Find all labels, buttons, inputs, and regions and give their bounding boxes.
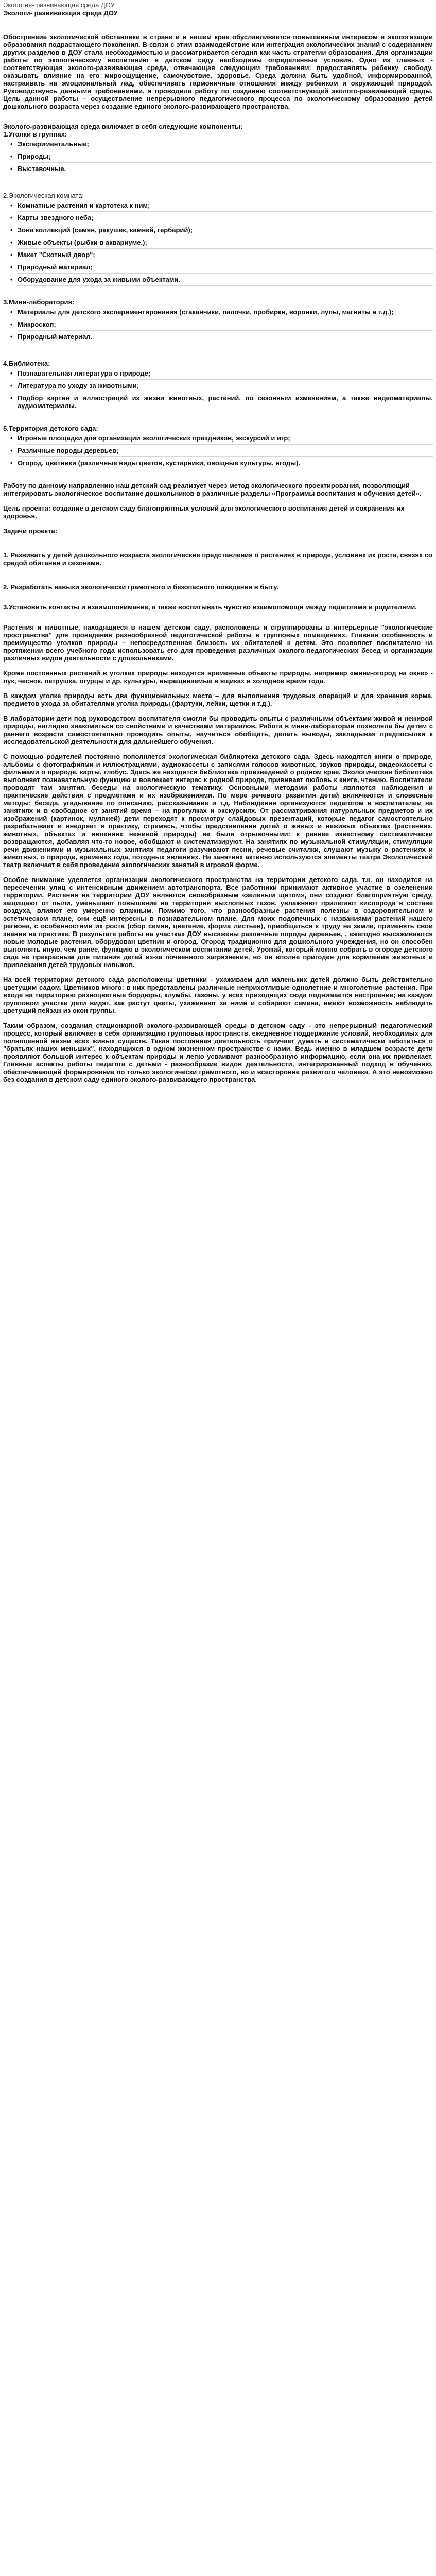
page-title: Экологи- развивающая среда ДОУ — [3, 9, 118, 17]
body-paragraph: В лаборатории дети под руководством воспитателя смогли бы проводить опыты с различными объектами живой и неживой природы, наглядно знакомиться со свойствами и качествами материалов. Работа в мини-лаборатории позволяла бы детям с раннего возраста самостоятельно проводить опыты, научиться обобщать, делать выводы, закладывая предпосылки к исследовательской деятельности для дальнейшего обучения. — [3, 715, 433, 745]
section-1-list — [3, 138, 433, 175]
task-2: 2. Разработать навыки экологически грамотного и безопасного поведения в быту. — [3, 583, 278, 591]
body-paragraph: Растения и животные, находящиеся в нашем детском саду, расположены и сгруппированы в интерьерные "экологические пространства" для проведения разнообразной педагогической работы в групповых помещениях. Главная особенность и преимущество уголков природы – непосредственная близость их обитателей к детям. Это позволяет воспитателю на протяжении всего учебного года использовать его для проведения различных эколого-педагогических бесед и организации различных видов деятельности с дошкольниками. — [3, 623, 433, 662]
list-item: • Комнатные растения и картотека к ним; — [18, 199, 433, 212]
list-item: • Огород, цветники (различные виды цветов, кустарники, овощные культуры, ягоды). — [18, 457, 433, 469]
section-2-list — [3, 199, 433, 286]
list-item: • Выставочные. — [18, 163, 433, 175]
body-paragraph: На всей территории детского сада расположены цветники - ухаживаем для маленьких детей должно быть действительно цветущим садом. Цветников много: в них представлены различные неприхотливые однолетние и многолетние растения. При входе на территорию разноцветные бордюры, клумбы, газоны, у всех приходящих сюда поднимается настроение; на каждом групповом участке дети видят, как растут цветы, ухаживают за ними и собирают семена, имеют возможность наблюдать цветущий пейзаж из окон группы. — [3, 976, 433, 1014]
list-item: • Природы; — [18, 150, 433, 163]
project-goal-paragraph: Цель проекта: создание в детском саду благоприятных условий для экологического воспитания детей и сохранения их здоровья. — [3, 504, 405, 520]
list-item: • Зона коллекций (семян, ракушек, камней, гербарий); — [18, 224, 433, 236]
section-4-heading: 4.Библиотека: — [3, 360, 50, 367]
list-item: • Природный материал; — [18, 261, 433, 274]
list-item: • Подбор картин и иллюстраций из жизни животных, растений, по сезонным изменениям, а также видеоматериалы, аудиоматериалы. — [18, 392, 433, 412]
list-item: • Экспериментальные; — [18, 138, 433, 150]
task-3: 3.Установить контакты и взаимопонимание, а также воспитывать чувство взаимопомощи между педагогами и родителями. — [3, 603, 417, 611]
body-paragraph: Таким образом, создания стационарной эколого-развивающей среды в детском саду - это непрерывный педагогический процесс, который включает в себя организацию групповых пространств, ежедневное поддержание условий, необходимых для полноценной жизни всех живых существ. Такая постоянная деятельность приучает думать и систематически заботиться о "братьях наших меньших", находящихся в одном жизненном пространстве с нами. Ведь именно в младшем возрасте дети проявляют большой интерес к объектам природы и легко усваивают разнообразную информацию, если она их привлекает. Главные аспекты работы педагога с детьми - разнообразие видов деятельности, интегрированный подход в обучению, обеспечивающий формирование по только экологически грамотного, но и всесторонне развитого человека. А это невозможно без создания в детском саду единого эколого-развивающего пространства. — [3, 1022, 433, 1083]
section-5-list — [3, 432, 433, 469]
section-3-heading: 3.Мини-лаборатория: — [3, 298, 75, 306]
list-item: • Литература по уходу за животными; — [18, 380, 433, 392]
section-2-heading: 2.Экологическая комната: — [3, 192, 84, 199]
document-page — [0, 0, 436, 1083]
list-item: • Игровые площадки для организации экологических праздников, экскурсий и игр; — [18, 432, 433, 445]
breadcrumb: Экология- развивающая среда ДОУ — [3, 1, 115, 9]
tasks-heading: Задачи проекта: — [3, 527, 58, 535]
section-5-heading: 5.Территория детского сада: — [3, 425, 98, 432]
components-lead: Эколого-развивающая среда включает в себя следующие компоненты: — [3, 123, 243, 130]
body-paragraph: Кроме постоянных растений в уголках природы находятся временные объекты природы, например «мини-огород на окне» - лук, чеснок, петрушка, огурцы и др. культуры, выращиваемые в ящиках в холодное время года. — [3, 669, 433, 685]
section-3-list — [3, 306, 433, 343]
list-item: • Микроскоп; — [18, 318, 433, 331]
list-item: • Живые объекты (рыбки в аквариуме.); — [18, 236, 433, 249]
project-intro-paragraph: Работу по данному направлению наш детский сад реализует через метод экологического проектирования, позволяющий интегрировать экологическое воспитание дошкольников в различные разделы «Программы воспитания и обучения детей». — [3, 482, 422, 497]
list-item: • Природный материал. — [18, 331, 433, 343]
list-item: • Материалы для детского экспериментирования (стаканчики, палочки, пробирки, воронки, лупы, магниты и т.д.); — [18, 306, 433, 318]
list-item: • Карты звездного неба; — [18, 212, 433, 224]
task-1: 1. Развивать у детей дошкольного возраста экологические представления о растениях в природе, условиях их роста, связях со средой обитания и сезонами. — [3, 551, 432, 567]
list-item: • Различные породы деревьев; — [18, 445, 433, 457]
section-4-list — [3, 367, 433, 412]
list-item: • Оборудование для ухода за живыми объектами. — [18, 274, 433, 286]
body-paragraph: В каждом уголке природы есть два функциональных места – для выполнения трудовых операций и для хранения корма, предметов ухода за обитателями уголка природы (фартуки, лейки, щетки и т.д.). — [3, 692, 433, 707]
body-paragraph: С помощью родителей постоянно пополняется экологическая библиотека детского сада. Здесь находятся книги о природе, альбомы с фотографиями и иллюстрациями, аудиокассеты с записями голосов животных, звуков природы, видеокассеты с фильмами о природе, карты, глобус. Здесь же находится библиотека произведений о родном крае. Экологическая библиотека выполняет познавательную функцию и вовлекает интерес к родной природе, прививает любовь к книге, чтению. Воспитатели проводят там занятия, беседы на экологическую тематику. Основными методами работы являются наблюдения и практические действия с предметами и их изображениями. По мере речевого развития детей включаются и словесные методы: беседа, угадывание по описанию, рассказывание и т.д. Наблюдения организуются педагогом и воспитателем на занятиях и в свободное от занятий время – на прогулках и экскурсиях. От рассматривания натуральных предметов и их изображений (картинок, муляжей) дети переходят к просмотру слайдовых презентаций, которые педагог самостоятельно разрабатывает и внедряет в практику, стремясь, чтобы представления детей о живых и неживых объектах (растениях, животных, объектах и явлениях неживой природы) не были отрывочными: к раннее известному систематически возвращаются, добавляя что-то новое, обобщают и систематизируют. На занятиях по музыкальной стимуляции, стимуляции речи движениями и музыкальных занятиях педагоги разучивают песни, речевые считалки, слушают музыку о растениях и животных, о природе, временах года, погодных явлениях. На занятиях активно используются элементы театра Экологический театр включает в себя проведение экологических занятий в игровой форме. — [3, 753, 433, 869]
section-1-heading: 1.Уголки в группах: — [3, 130, 67, 138]
list-item: • Макет "Скотный двор"; — [18, 249, 433, 261]
body-paragraph: Особое внимание уделяется организации экологического пространства на территории детского сада, т.к. он находится на пересечении улиц с интенсивным движением автотранспорта. Все работники принимают активное участие в озеленении территории. Растения на территории ДОУ являются своеобразным «зеленым щитом», они создают благоприятную среду, защищают от пыли, уменьшают повышение на территории выхлопных газов, увлажняют прилегают кислорода в составе воздуха, влияют его умеренно влажным. Помимо того, что разнообразные растения полезны в оздоровительном и эстетическом плане, они ещё интересны в познавательном плане. Для моих подопечных с названиями растений нашего региона, с особенностями их роста (сбор семян, цветение, форма листьев), приобщаться к труду на земле, применять свои знания на практике. В результате работы на участках ДОУ высажены различные породы деревьев, , ежегодно высаживаются новые молодые растения, оборудован цветник и огород. Огород традиционно для дошкольного учреждения, но он способен выполнять иную, чем ранее, функцию в экологическом воспитании детей. Урожай, который можно собрать в огороде детского сада не прекрасным для питания детей из-за почвенного загрязнения, но он вполне пригоден для кормления животных и привлекания детей трудовых навыков. — [3, 876, 433, 969]
list-item: • Познавательная литература о природе; — [18, 367, 433, 380]
intro-paragraph: Обостренеие экологической обстановки в стране и в нашем крае обуславливается повышенным интересом и экологизации образования подрастающего поколения. В связи с этим взаимодействие или интеграция экологических знаний с содержанием других разделов в ДОУ стала необходимостью и рассматривается сегодня как часть стратегии образования. Для организации работы по экологическому воспитанию в детском саду необходимы определенные условия. Одно из главных - соответствующая эколого-развивающая среда, отвечающая следующим требованиям: предоставлять ребенку свободу, оказывать влияние на его мироощущение, самочувствие, здоровье. Среда должна быть удобной, информированной, настраивать на эмоциональный лад, обеспечивать гармоничные отношения между ребенком и окружающей природой. Руководствуясь данными требованиями, я проводила работу по созданию соответствующей эколого-развивающей среды. Цель данной работы – осуществление непрерывного педагогического процесса по экологическому образованию детей дошкольного возраста через создание единого эколого-развивающего пространства. — [3, 33, 433, 110]
